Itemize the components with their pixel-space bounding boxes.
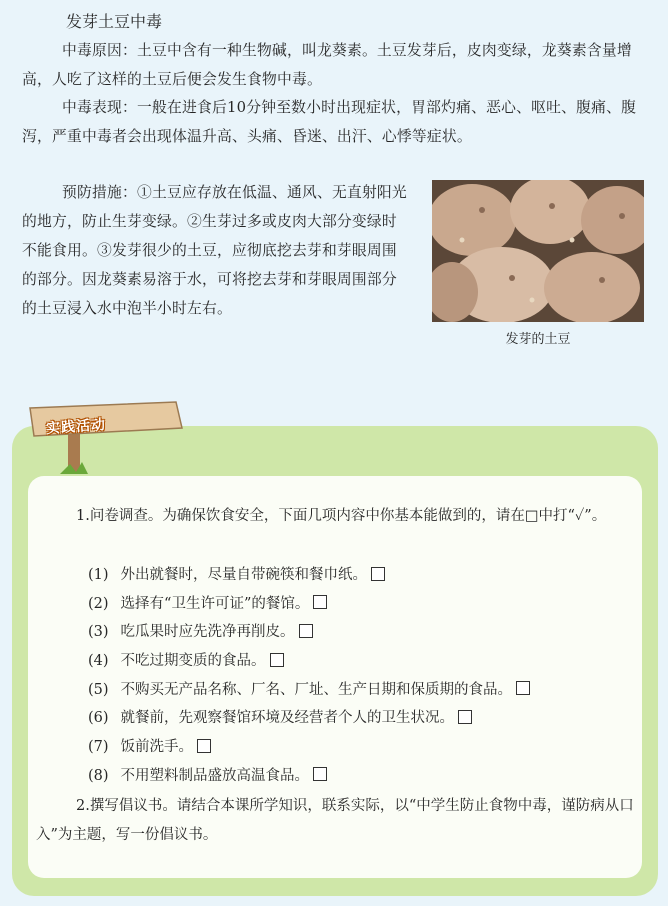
survey-list: [88, 561, 530, 791]
photo-caption: 发芽的土豆: [505, 332, 571, 347]
list-item: (2) 选择有“卫生许可证”的餐馆。: [88, 590, 530, 619]
cause-paragraph: 中毒原因：土豆中含有一种生物碱，叫龙葵素。土豆发芽后，皮肉变绿，龙葵素含量增高，人吃了这样的土豆后便会发生食物中毒。: [22, 42, 632, 88]
list-item: (5) 不购买无产品名称、厂名、厂址、生产日期和保质期的食品。: [88, 676, 530, 705]
list-item: (7) 饭前洗手。: [88, 733, 530, 762]
question-2: 2.撰写倡议书。请结合本课所学知识，联系实际，以“中学生防止食物中毒，谨防病从口入”为主题，写一份倡议书。: [36, 798, 634, 843]
checkbox-icon[interactable]: [270, 653, 284, 667]
list-item: (4) 不吃过期变质的食品。: [88, 647, 530, 676]
checkbox-icon[interactable]: [313, 767, 327, 781]
checkbox-icon[interactable]: [197, 739, 211, 753]
wooden-sign-icon: [26, 398, 186, 478]
section-title: 发芽土豆中毒: [66, 12, 163, 31]
reading-section: [0, 0, 668, 400]
activity-heading: 实践活动: [45, 416, 107, 438]
checkbox-icon[interactable]: [313, 595, 327, 609]
list-item: (6) 就餐前，先观察餐馆环境及经营者个人的卫生状况。: [88, 704, 530, 733]
list-item: (8) 不用塑料制品盛放高温食品。: [88, 762, 530, 791]
checkbox-icon[interactable]: [371, 567, 385, 581]
checkbox-icon[interactable]: [458, 710, 472, 724]
list-item: (3) 吃瓜果时应先洗净再削皮。: [88, 618, 530, 647]
prevention-paragraph: 预防措施：①土豆应存放在低温、通风、无直射阳光的地方，防止生芽变绿。②生芽过多或皮肉大部分变绿时不能食用。③发芽很少的土豆，应彻底挖去芽和芽眼周围的部分。因龙葵素易溶于水，可将挖去芽和芽眼周围部分的土豆浸入水中泡半小时左右。: [22, 184, 407, 317]
list-item: (1) 外出就餐时，尽量自带碗筷和餐巾纸。: [88, 561, 530, 590]
symptoms-paragraph: 中毒表现：一般在进食后10分钟至数小时出现症状，胃部灼痛、恶心、呕吐、腹痛、腹泻，严重中毒者会出现体温升高、头痛、昏迷、出汗、心悸等症状。: [22, 99, 637, 145]
checkbox-icon[interactable]: [299, 624, 313, 638]
checkbox-icon[interactable]: [516, 681, 530, 695]
question-1: 1.问卷调查。为确保饮食安全，下面几项内容中你基本能做到的，请在□中打“✓”。: [76, 508, 607, 524]
sprouted-potato-photo: [432, 180, 644, 322]
